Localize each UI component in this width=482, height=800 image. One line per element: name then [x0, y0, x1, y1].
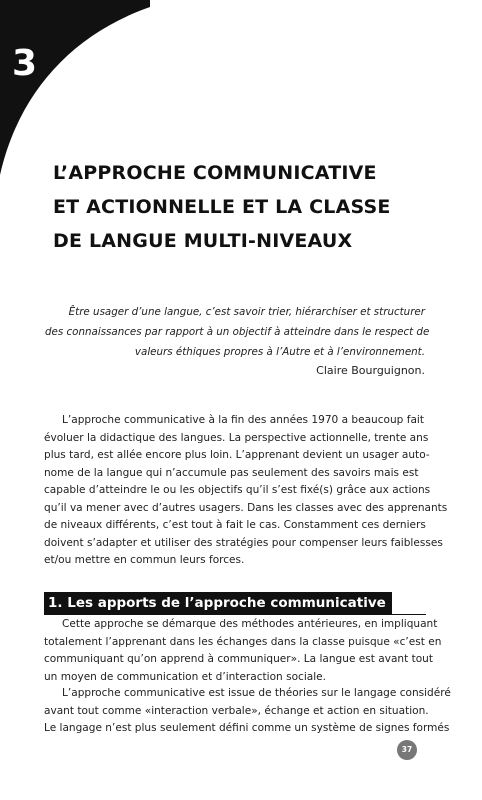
text-line: un moyen de communication et d’interaction sociale. [44, 670, 326, 683]
text-line: et/ou mettre en commun leurs forces. [44, 554, 245, 566]
text-line: L’approche communicative à la fin des années 1970 a beaucoup fait [62, 414, 424, 426]
page-number-badge: 37 [397, 740, 417, 760]
text-line: doivent s’adapter et utiliser des stratégies pour compenser leurs faiblesses [44, 536, 443, 549]
epigraph [45, 302, 430, 362]
text-line: évoluer la didactique des langues. La perspective actionnelle, trente ans [44, 431, 429, 444]
chapter-title-line: DE LANGUE MULTI-NIVEAUX [53, 230, 353, 252]
text-line: totalement l’apprenant dans les échanges dans la classe puisque «c’est en [44, 635, 442, 648]
chapter-title-line: L’APPROCHE COMMUNICATIVE [53, 162, 377, 184]
text-line: de niveaux différents, c’est tout à fait le cas. Constamment ces derniers [44, 519, 426, 531]
text-line: L’approche communicative est issue de théories sur le langage considéré [62, 687, 451, 699]
epigraph-line: valeurs éthiques propres à l’Autre et à l’environnement. [134, 346, 425, 358]
text-line: qu’il va mener avec d’autres usagers. Dans les classes avec des apprenants [44, 501, 448, 514]
section-heading [44, 592, 426, 615]
epigraph-author: Claire Bourguignon. [316, 364, 425, 377]
section-paragraph [44, 685, 451, 738]
text-line: plus tard, est allée encore plus loin. L’apprenant devient un usager auto- [44, 449, 430, 461]
chapter-title-line: ET ACTIONNELLE ET LA CLASSE [53, 196, 391, 218]
text-line: capable d’atteindre le ou les objectifs qu’il s’est fixé(s) grâce aux actions [44, 484, 431, 496]
text-line: communiquant qu’on apprend à communiquer». La langue est avant tout [44, 653, 433, 665]
section-paragraph [44, 616, 442, 686]
text-line: avant tout comme «interaction verbale», échange et action en situation. [44, 704, 429, 717]
text-line: Le langage n’est plus seulement défini comme un système de signes formés [44, 722, 450, 734]
text-line: nome de la langue qui n’accumule pas seulement des savoirs mais est [44, 466, 419, 479]
epigraph-line: des connaissances par rapport à un objectif à atteindre dans le respect de [45, 326, 430, 338]
chapter-title [53, 156, 453, 258]
text-line: Cette approche se démarque des méthodes antérieures, en impliquant [62, 618, 438, 630]
chapter-corner-graphic [0, 0, 150, 175]
chapter-number: 3 [12, 43, 38, 84]
epigraph-line: Être usager d’une langue, c’est savoir trier, hiérarchiser et structurer [68, 306, 425, 318]
section-heading-label: 1. Les apports de l’approche communicative [44, 592, 392, 614]
intro-paragraph [44, 412, 448, 570]
